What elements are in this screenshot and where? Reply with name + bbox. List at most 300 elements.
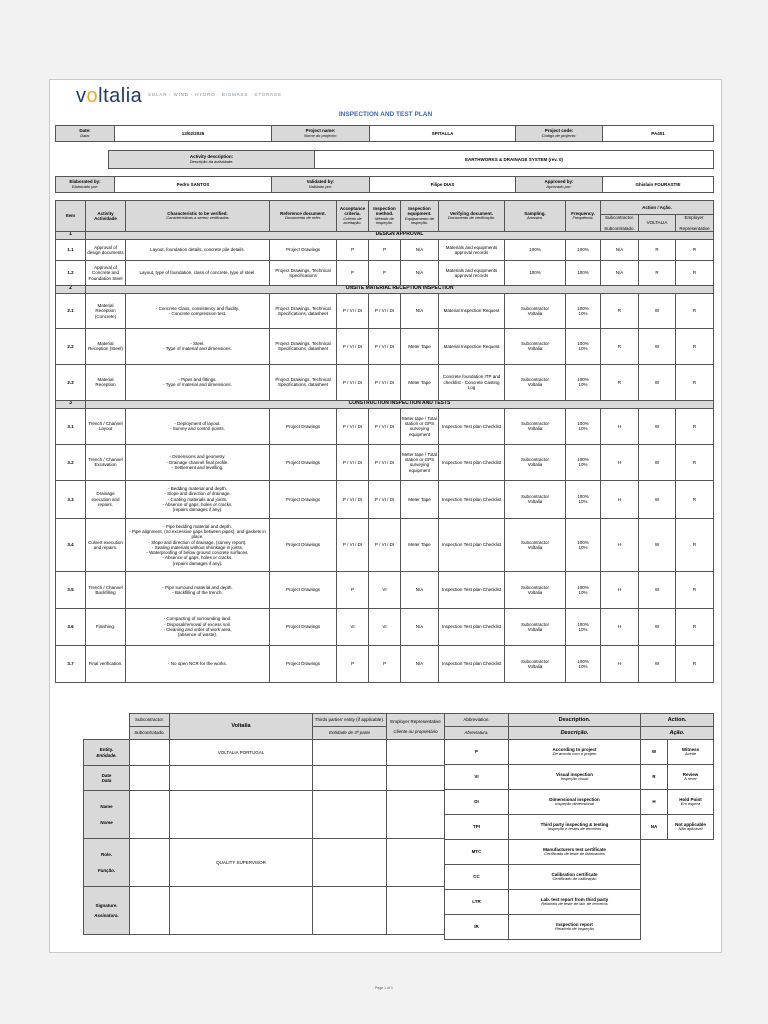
abbreviation-code: LTR [445, 890, 509, 915]
signoff-name-sub[interactable] [130, 791, 170, 839]
abbreviation-row [445, 865, 641, 890]
abbreviation-description-en: Inspection report [556, 921, 593, 927]
row-reference-document: Project Drawings, Technical Specifications [270, 260, 337, 285]
row-action-voltalia: W [639, 364, 676, 400]
table-row [56, 364, 714, 400]
row-activity: Final verification. [86, 645, 126, 682]
abbreviation-description [509, 765, 641, 790]
row-verifying-document: Inspection Test plan Checklist [439, 408, 505, 444]
desc-header-pt: Descrição. [509, 727, 641, 740]
row-action-voltalia: W [639, 480, 676, 518]
signatories-table [55, 176, 714, 193]
row-reference-document: Project Drawings, Technical Specifications, datasheet [270, 293, 337, 328]
row-frequency: 100% 10% [566, 328, 601, 364]
row-action-subcontractor: H [601, 645, 639, 682]
action-description [668, 740, 714, 765]
validated-by-label: Validated by: Validado por: [272, 177, 370, 193]
signoff-table [83, 713, 445, 935]
abbreviation-description-en: Third party inspecting & testing [540, 821, 609, 827]
abbreviation-row [445, 790, 641, 815]
row-verifying-document: Inspection Test plan Checklist [439, 444, 505, 480]
signoff-role-label: Role. Função. [84, 839, 130, 887]
abbreviation-code: DI [445, 790, 509, 815]
itp-header-row [56, 201, 714, 215]
row-characteristic: - Pipes and fittings. - Type of material and dimensions. [126, 364, 270, 400]
row-characteristic: - Pipe bedding material and depth. - Pipe alignment, (no excessive gaps between pipes), and gaskets in place. - Slope and direction of drainage, (survey report). - Sealing materials without shrinkage in joints. - Waterproofing of below ground concrete surfaces. - Absence of gaps, holes or cracks. (repairs damages if any). [126, 518, 270, 571]
row-reference-document: Project Drawings, Technical Specifications, datasheet [270, 328, 337, 364]
row-characteristic: Layout, type of foundation, class of concrete, type of steel. [126, 260, 270, 285]
row-acceptance-criteria: P [337, 260, 369, 285]
validated-by-value: Filipe DIAS [370, 177, 516, 193]
row-characteristic: - Concrete Class, consistency and fluidity. - Concrete compression test. [126, 293, 270, 328]
row-inspection-method: P / VI / DI [369, 518, 401, 571]
action-code: NA [641, 815, 668, 840]
row-activity: Culvert execution and repairs. [86, 518, 126, 571]
row-inspection-equipment: Meter Tape [401, 364, 439, 400]
col-method: Inspection method. Método de inspeção. [369, 201, 401, 232]
row-inspection-equipment: N/A [401, 293, 439, 328]
row-acceptance-criteria: P / VI / DI [337, 518, 369, 571]
row-frequency: 100% [566, 260, 601, 285]
row-verifying-document: Materials and equipments approval records [439, 239, 505, 260]
itp-table [55, 200, 714, 683]
row-inspection-equipment: Meter tape / Total station or GPS surveying equipment [401, 444, 439, 480]
section-title: ONSITE MATERIAL RECEPTION INSPECTION [86, 285, 714, 293]
signoff-third-party-header: Thirds parties' entity (if applicable). [313, 714, 387, 727]
row-item-number: 1.2 [56, 260, 86, 285]
action-description [668, 815, 714, 840]
table-row [56, 328, 714, 364]
row-action-subcontractor: H [601, 571, 639, 608]
section-title: CONSTRUCTION INSPECTION AND TESTS [86, 400, 714, 408]
row-characteristic: - Dimensions and geometry. - Drainage channel final profile. - Settlement and levelling. [126, 444, 270, 480]
action-legend-row [641, 740, 714, 765]
table-row [56, 408, 714, 444]
row-action-employer: R [676, 239, 714, 260]
signoff-name-label: Name Nome [84, 791, 130, 839]
action-legend-empty-row [641, 915, 714, 940]
abbreviation-description [509, 915, 641, 940]
signoff-signature-label: Signature. Assinatura. [84, 887, 130, 935]
document-sheet [49, 79, 722, 953]
row-characteristic: Layout, foundation details, concrete pile details. [126, 239, 270, 260]
table-row [56, 480, 714, 518]
table-row [56, 608, 714, 645]
signoff-date-employer[interactable] [387, 766, 445, 791]
row-inspection-equipment: N/A [401, 608, 439, 645]
row-action-voltalia: W [639, 444, 676, 480]
info-table-date-project [55, 125, 714, 142]
abbreviation-description-pt: Inspeção visual [560, 776, 589, 782]
project-code-label: Project code: Código de projecto: [516, 126, 603, 142]
row-characteristic: - Deployment of layout. - Survey and control points. [126, 408, 270, 444]
row-item-number: 3.4 [56, 518, 86, 571]
row-action-employer: R [676, 408, 714, 444]
action-description-pt: Em espera [680, 801, 701, 807]
row-inspection-method: P [369, 645, 401, 682]
row-action-employer: R [676, 444, 714, 480]
section-number: 1 [56, 231, 86, 239]
action-description-pt: A rever [684, 776, 697, 782]
row-inspection-method: P / VI / DI [369, 444, 401, 480]
row-inspection-equipment: N/A [401, 645, 439, 682]
signoff-signature-sub[interactable] [130, 887, 170, 935]
row-action-subcontractor: N/A [601, 239, 639, 260]
date-label: Date: Data: [56, 126, 115, 142]
abbreviation-description-pt: Inspeção e testes de terceiros [547, 826, 602, 832]
row-acceptance-criteria: P / VI / DI [337, 293, 369, 328]
row-sampling: Subcontractor Voltalia [505, 328, 566, 364]
action-code: R [641, 765, 668, 790]
action-legend-row [641, 815, 714, 840]
row-activity: Approval of design documents [86, 239, 126, 260]
abbreviation-description-pt: Relatório de teste de lab. de terceiros [541, 901, 608, 907]
row-characteristic: - Bedding material and depth. - Slope and direction of drainage. - Coating materials and joints. - Absence of gaps, holes or cracks. (repairs damages if any). [126, 480, 270, 518]
row-sampling: Subcontractor Voltalia [505, 518, 566, 571]
row-inspection-equipment: Meter Tape [401, 518, 439, 571]
row-sampling: Subcontractor Voltalia [505, 571, 566, 608]
row-inspection-method: P [369, 260, 401, 285]
signoff-signature-third[interactable] [313, 887, 387, 935]
abbr-header: Abbreviation. [445, 714, 509, 727]
row-inspection-method: P / VI / DI [369, 480, 401, 518]
section-number: 2 [56, 285, 86, 293]
row-frequency: 100% 10% [566, 408, 601, 444]
row-characteristic: - No open NCR for the works. [126, 645, 270, 682]
row-sampling: Subcontractor Voltalia [505, 608, 566, 645]
row-acceptance-criteria: P [337, 239, 369, 260]
section-number: 3 [56, 400, 86, 408]
row-action-employer: R [676, 571, 714, 608]
row-action-employer: R [676, 328, 714, 364]
row-reference-document: Project Drawings, Technical Specifications, datasheet [270, 364, 337, 400]
row-action-employer: R [676, 645, 714, 682]
signoff-entity-voltalia: VOLTALIA PORTUGAL [170, 740, 313, 766]
row-reference-document: Project Drawings [270, 239, 337, 260]
row-action-voltalia: W [639, 408, 676, 444]
row-inspection-equipment: Meter Tape [401, 480, 439, 518]
row-item-number: 3.6 [56, 608, 86, 645]
table-row [56, 444, 714, 480]
section-header-row [56, 285, 714, 293]
abbreviation-code: VI [445, 765, 509, 790]
row-activity: Material Reception [86, 364, 126, 400]
row-sampling: Subcontractor Voltalia [505, 293, 566, 328]
col-acceptance: Acceptance criteria. Critério de aceitação. [337, 201, 369, 232]
row-activity: Trench / Channel Backfilling [86, 571, 126, 608]
section-title: DESIGN APPROVAL [86, 231, 714, 239]
row-action-employer: R [676, 518, 714, 571]
action-legend-empty-cell [641, 840, 714, 865]
signoff-name-third[interactable] [313, 791, 387, 839]
row-verifying-document: Inspection Test plan Checklist [439, 645, 505, 682]
abbreviation-row [445, 915, 641, 940]
row-frequency: 100% 10% [566, 608, 601, 645]
row-action-voltalia: W [639, 571, 676, 608]
abbreviation-row [445, 765, 641, 790]
abbreviation-code: MTC [445, 840, 509, 865]
action-description [668, 765, 714, 790]
abbreviation-table [444, 713, 641, 940]
row-action-employer: R [676, 608, 714, 645]
row-acceptance-criteria: P [337, 571, 369, 608]
row-sampling: 100% [505, 239, 566, 260]
abbreviation-description-pt: Relatório de inspeção [555, 926, 594, 932]
row-reference-document: Project Drawings [270, 608, 337, 645]
row-characteristic: - Pipe surround material and depth. - Backfilling of the trench. [126, 571, 270, 608]
row-action-employer: R [676, 260, 714, 285]
col-equipment: Inspection equipment. Equipamento de inspeção. [401, 201, 439, 232]
row-acceptance-criteria: P / VI / DI [337, 328, 369, 364]
row-action-employer: R [676, 480, 714, 518]
row-reference-document: Project Drawings [270, 571, 337, 608]
row-action-employer: R [676, 364, 714, 400]
action-legend-empty-cell [641, 890, 714, 915]
project-code-value: PA401 [603, 126, 714, 142]
elaborated-by-value: Pedro SANTOS [115, 177, 272, 193]
action-legend-header-pt: Ação. [641, 727, 714, 740]
signoff-third-party-header-pt: Entidade de 3ª parte [313, 727, 387, 740]
col-verifying: Verifying document. Documento de verificação. [439, 201, 505, 232]
action-legend-empty-cell [641, 915, 714, 940]
project-name-value: SPITALLA [370, 126, 516, 142]
abbreviation-code: TPI [445, 815, 509, 840]
table-row [56, 518, 714, 571]
signoff-date-sub[interactable] [130, 766, 170, 791]
row-verifying-document: Inspection Test plan Checklist [439, 571, 505, 608]
col-characteristic: Characteristic to be verified. Características a serem verificadas [126, 201, 270, 232]
signoff-role-third[interactable] [313, 839, 387, 887]
row-item-number: 2.2 [56, 328, 86, 364]
signoff-date-voltalia[interactable] [170, 766, 313, 791]
col-action-voltalia: VOLTALIA [639, 215, 676, 232]
abbreviation-description [509, 890, 641, 915]
row-acceptance-criteria: VI [337, 608, 369, 645]
action-description-pt: Não aplicável [678, 826, 703, 832]
row-inspection-method: P / VI / DI [369, 328, 401, 364]
signoff-signature-voltalia[interactable] [170, 887, 313, 935]
row-verifying-document: Inspection Test plan Checklist [439, 518, 505, 571]
abbreviation-description [509, 865, 641, 890]
row-action-subcontractor: R [601, 293, 639, 328]
abbreviation-description-pt: De acordo com o projeto [552, 751, 597, 757]
row-verifying-document: Inspection Test plan Checklist [439, 480, 505, 518]
row-verifying-document: Materials and equipments approval records [439, 260, 505, 285]
col-action-sub: Subcontractor. Subcontratado. [601, 215, 639, 232]
signoff-name-employer[interactable] [387, 791, 445, 839]
row-inspection-method: P / VI / DI [369, 408, 401, 444]
row-inspection-method: VI [369, 571, 401, 608]
row-reference-document: Project Drawings [270, 408, 337, 444]
row-frequency: 100% [566, 239, 601, 260]
action-description-en: Not applicable [675, 821, 706, 827]
signoff-entity-label: Entity. Entidade. [84, 740, 130, 766]
row-inspection-method: P / VI / DI [369, 364, 401, 400]
row-frequency: 100% 10% [566, 293, 601, 328]
signoff-date-third[interactable] [313, 766, 387, 791]
abbreviation-code: CC [445, 865, 509, 890]
abbreviation-description [509, 790, 641, 815]
row-action-employer: R [676, 293, 714, 328]
row-item-number: 3.1 [56, 408, 86, 444]
action-code: H [641, 790, 668, 815]
row-activity: Finishing. [86, 608, 126, 645]
abbreviation-description-en: Manufacturers test certificate [543, 846, 606, 852]
signoff-role-voltalia: QUALITY SUPERVISOR [170, 839, 313, 887]
action-description-en: Review [682, 771, 699, 777]
abbreviation-row [445, 840, 641, 865]
row-sampling: Subcontractor Voltalia [505, 480, 566, 518]
row-inspection-equipment: Meter Tape [401, 328, 439, 364]
row-action-voltalia: W [639, 518, 676, 571]
row-activity: Drainage execution and repairs. [86, 480, 126, 518]
row-acceptance-criteria: P / VI / DI [337, 408, 369, 444]
date-value: 13/02/2025 [115, 126, 272, 142]
row-action-subcontractor: H [601, 408, 639, 444]
row-inspection-method: P [369, 239, 401, 260]
project-name-label: Project name: Nome do projecto: [272, 126, 370, 142]
row-sampling: Subcontractor Voltalia [505, 645, 566, 682]
abbreviation-description-en: Lab. test report from third party [540, 896, 609, 902]
row-sampling: Subcontractor Voltalia [505, 408, 566, 444]
row-action-subcontractor: R [601, 328, 639, 364]
signoff-entity-employer[interactable] [387, 740, 445, 766]
itp-table-body [56, 201, 714, 683]
document-title: INSPECTION AND TEST PLAN [338, 111, 433, 118]
action-description [668, 790, 714, 815]
signoff-subcontractor-header-pt: Subcontratado. [130, 727, 170, 740]
table-row [56, 571, 714, 608]
abbreviation-row [445, 815, 641, 840]
action-description-en: Witness [681, 746, 700, 752]
row-verifying-document: Material Inspection Request [439, 293, 505, 328]
action-legend-row [641, 765, 714, 790]
action-legend-empty-row [641, 865, 714, 890]
row-item-number: 3.3 [56, 480, 86, 518]
elaborated-by-label: Elaborated by: Elaborado por: [56, 177, 115, 193]
signoff-entity-third[interactable] [313, 740, 387, 766]
action-code: W [641, 740, 668, 765]
row-activity: Trench / Channel Layout [86, 408, 126, 444]
row-activity: Material Reception (Steel) [86, 328, 126, 364]
col-item: Item [56, 201, 86, 232]
row-action-subcontractor: H [601, 444, 639, 480]
table-row [56, 260, 714, 285]
table-row [56, 293, 714, 328]
abbreviation-description-en: According to project [552, 746, 597, 752]
activity-description-label: Activity description: Descrição da actividade: [109, 151, 315, 169]
row-inspection-method: P / VI / DI [369, 293, 401, 328]
row-action-subcontractor: H [601, 480, 639, 518]
abbreviation-description-en: Visual inspection [556, 771, 593, 777]
row-activity: Approval of Concrete and Foundation Steel [86, 260, 126, 285]
signoff-role-sub[interactable] [130, 839, 170, 887]
row-item-number: 3.7 [56, 645, 86, 682]
row-acceptance-criteria: P / VI / DI [337, 480, 369, 518]
signoff-signature-employer[interactable] [387, 887, 445, 935]
row-verifying-document: Concrete foundation ITP and checklist - Concrete Casting Log [439, 364, 505, 400]
row-activity: Trench / Channel Excavation [86, 444, 126, 480]
abbr-header-pt: Abreviatura. [445, 727, 509, 740]
signoff-entity-sub[interactable] [130, 740, 170, 766]
action-description-en: Hold Point [679, 796, 702, 802]
row-item-number: 2.1 [56, 293, 86, 328]
row-inspection-equipment: N/A [401, 239, 439, 260]
signoff-subcontractor-header: Subcontractor. [130, 714, 170, 727]
row-action-voltalia: W [639, 645, 676, 682]
row-reference-document: Project Drawings [270, 480, 337, 518]
action-legend-empty-cell [641, 865, 714, 890]
row-verifying-document: Inspection Test plan Checklist [439, 608, 505, 645]
signoff-date-label: Date Data [84, 766, 130, 791]
section-header-row [56, 231, 714, 239]
abbreviation-code: P [445, 740, 509, 765]
row-frequency: 100% 10% [566, 444, 601, 480]
row-acceptance-criteria: P [337, 645, 369, 682]
row-item-number: 1.1 [56, 239, 86, 260]
row-reference-document: Project Drawings [270, 444, 337, 480]
row-item-number: 2.3 [56, 364, 86, 400]
approved-by-value: Ghislain FOURASTIE [603, 177, 714, 193]
col-reference: Reference document. Documento de refer. [270, 201, 337, 232]
row-frequency: 100% 10% [566, 571, 601, 608]
row-sampling: Subcontractor Voltalia [505, 364, 566, 400]
action-legend-header: Action. [641, 714, 714, 727]
signoff-name-voltalia[interactable] [170, 791, 313, 839]
activity-description-table [108, 150, 714, 169]
abbreviation-description [509, 740, 641, 765]
abbreviation-description [509, 815, 641, 840]
row-item-number: 3.5 [56, 571, 86, 608]
abbreviation-row [445, 890, 641, 915]
row-action-subcontractor: H [601, 608, 639, 645]
action-legend-empty-row [641, 890, 714, 915]
action-description-pt: Aceite [684, 751, 697, 757]
row-action-voltalia: R [639, 260, 676, 285]
row-characteristic: - Compacting of surrounding land. - Disposal/removal of excess soil. - Cleaning and order of work area, (absence of waste). [126, 608, 270, 645]
desc-header: Description. [509, 714, 641, 727]
signoff-voltalia-header: Voltalia [170, 714, 313, 740]
row-action-voltalia: W [639, 293, 676, 328]
table-row [56, 239, 714, 260]
row-inspection-equipment: Meter tape / Total station or GPS surveying equipment [401, 408, 439, 444]
action-legend-row [641, 790, 714, 815]
abbreviation-description-pt: Certificado de calibração [552, 876, 597, 882]
row-frequency: 100% 10% [566, 645, 601, 682]
row-reference-document: Project Drawings [270, 645, 337, 682]
signoff-role-employer[interactable] [387, 839, 445, 887]
table-row [56, 645, 714, 682]
row-action-subcontractor: N/A [601, 260, 639, 285]
row-action-subcontractor: R [601, 364, 639, 400]
abbreviation-description-pt: Inspeção dimensional [555, 801, 594, 807]
row-characteristic: - Steel. - Type of material and dimensions. [126, 328, 270, 364]
approved-by-label: Approved by: Aprovado por: [516, 177, 603, 193]
row-acceptance-criteria: P / VI / DI [337, 364, 369, 400]
abbreviation-row [445, 740, 641, 765]
row-sampling: Subcontractor Voltalia [505, 444, 566, 480]
action-legend-empty-row [641, 840, 714, 865]
col-action-employer: Employer. Representative [676, 215, 714, 232]
section-header-row [56, 400, 714, 408]
abbreviation-code: IR [445, 915, 509, 940]
row-sampling: 100% [505, 260, 566, 285]
row-action-voltalia: W [639, 328, 676, 364]
abbreviation-description-en: Dimensional inspection [549, 796, 600, 802]
row-frequency: 100% 10% [566, 518, 601, 571]
logo-tagline: SOLAR · WIND · HYDRO · BIOMASS · STORAGE [148, 92, 282, 97]
col-sampling: Sampling. Amostra. [505, 201, 566, 232]
